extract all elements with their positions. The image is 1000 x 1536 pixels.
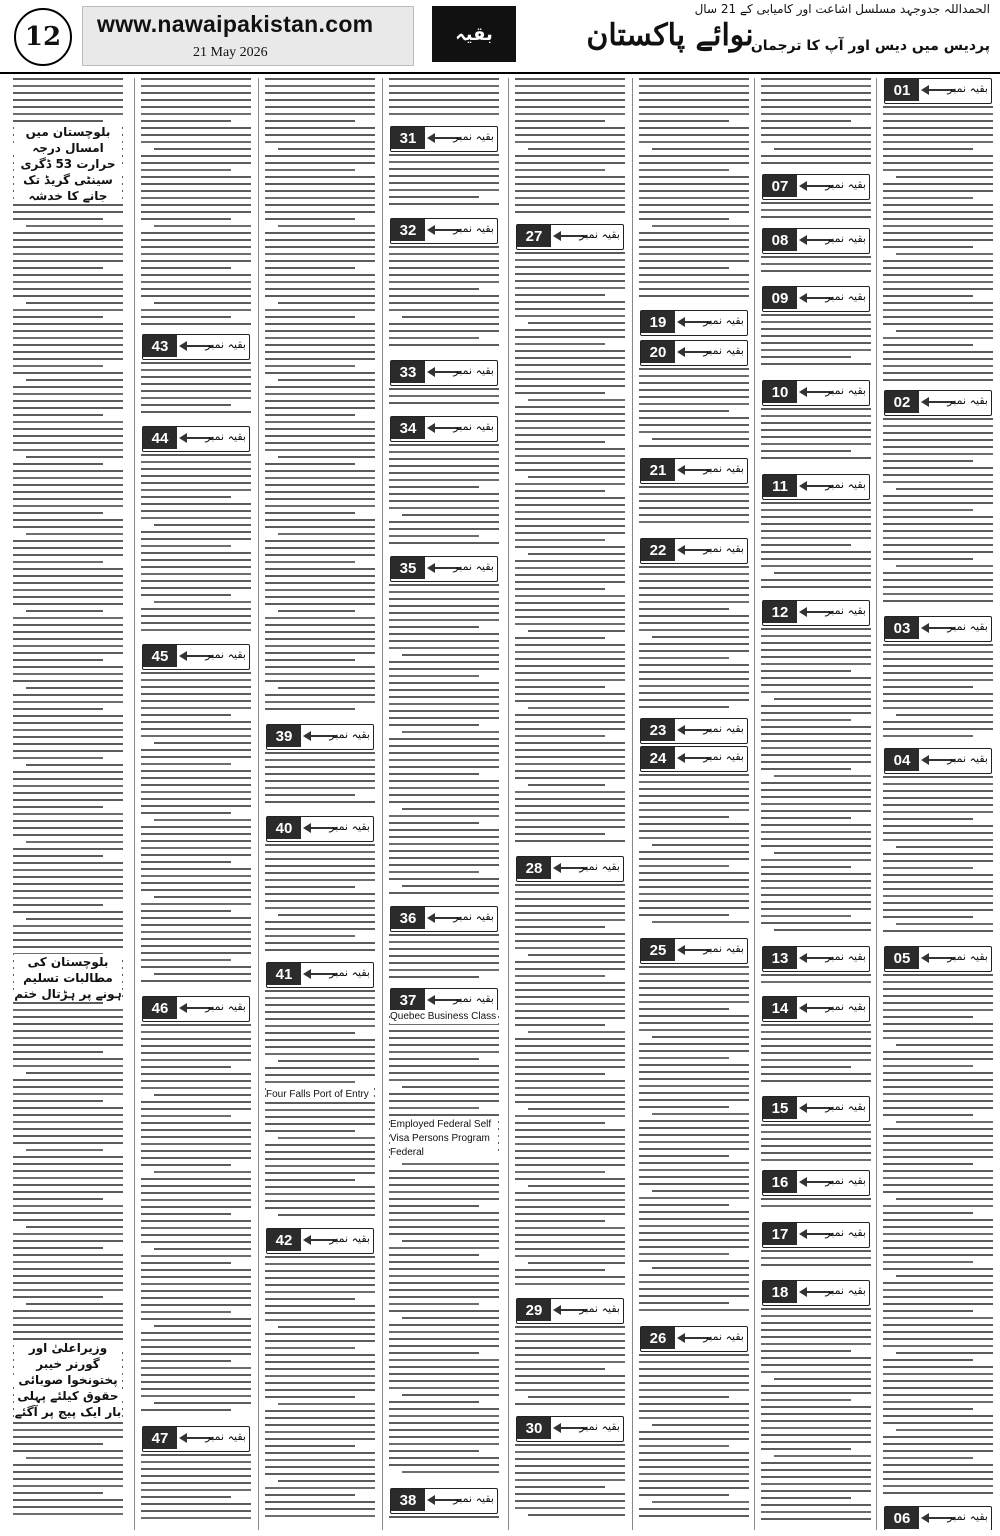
continuation-label: بقیہ نمبر [205, 1000, 246, 1013]
article-text [515, 884, 625, 1294]
continuation-number: 40 [267, 817, 301, 839]
article-text [389, 154, 499, 214]
column-2 [758, 78, 874, 1530]
column-text-lines [389, 444, 499, 544]
column-text-lines [389, 388, 499, 404]
continuation-number: 24 [641, 747, 675, 769]
continuation-marker [142, 996, 250, 1022]
column-divider [508, 78, 509, 1530]
continuation-marker [884, 616, 992, 642]
column-text-lines [141, 1454, 251, 1519]
column-text-lines [761, 1198, 871, 1207]
article-text [265, 752, 375, 812]
continuation-marker [762, 474, 870, 500]
continuation-label: بقیہ نمبر [329, 728, 370, 741]
continuation-marker [640, 938, 748, 964]
continuation-label: بقیہ نمبر [825, 604, 866, 617]
continuation-number: 37 [391, 989, 425, 1011]
continuation-number: 06 [885, 1507, 919, 1529]
continuation-label: بقیہ نمبر [825, 1284, 866, 1297]
continuation-label: بقیہ نمبر [825, 950, 866, 963]
motto: پردیس میں دیس اور آپ کا ترجمان [750, 38, 990, 54]
continuation-number: 46 [143, 997, 177, 1019]
article-text [761, 628, 871, 942]
article-text [265, 990, 375, 1224]
continuation-marker [640, 340, 748, 366]
article-text [265, 1256, 375, 1526]
article-text [761, 408, 871, 470]
column-text-lines [639, 78, 749, 297]
continuation-label: بقیہ نمبر [703, 462, 744, 475]
article-text [883, 644, 993, 744]
continuation-number: 14 [763, 997, 797, 1019]
article-text [761, 1198, 871, 1218]
continuation-label: بقیہ نمبر [205, 1430, 246, 1443]
masthead [0, 0, 1000, 74]
continuation-label: بقیہ نمبر [579, 1420, 620, 1433]
continuation-marker [640, 718, 748, 744]
column-text-lines [141, 362, 251, 413]
column-text-lines [515, 884, 625, 1285]
tagline: الحمداللہ جدوجہد مسلسل اشاعت اور کامیابی کے 21 سال [694, 2, 990, 16]
continuation-number: 17 [763, 1223, 797, 1245]
continuation-number: 07 [763, 175, 797, 197]
continuation-marker [640, 538, 748, 564]
article-text [639, 774, 749, 934]
continuation-label: بقیہ نمبر [453, 222, 494, 235]
article-text [639, 78, 749, 306]
continuation-label: بقیہ نمبر [825, 290, 866, 303]
continuation-label: بقیہ نمبر [703, 750, 744, 763]
continuation-marker [884, 1506, 992, 1530]
continuation-marker [640, 310, 748, 336]
column-text-lines [13, 78, 123, 1515]
continuation-marker [762, 174, 870, 200]
continuation-number: 29 [517, 1299, 551, 1321]
column-text-lines [265, 752, 375, 803]
column-text-lines [761, 628, 871, 931]
continuation-number: 20 [641, 341, 675, 363]
article-text [883, 974, 993, 1502]
continuation-label: بقیہ نمبر [825, 178, 866, 191]
continuation-marker [266, 962, 374, 988]
continuation-marker [516, 856, 624, 882]
article-text [515, 252, 625, 852]
continuation-number: 47 [143, 1427, 177, 1449]
continuation-label: بقیہ نمبر [703, 344, 744, 357]
continuation-marker [762, 1170, 870, 1196]
article-text [141, 454, 251, 640]
continuation-marker [884, 78, 992, 104]
continuation-label: بقیہ نمبر [825, 1226, 866, 1239]
continuation-number: 03 [885, 617, 919, 639]
continuation-label: بقیہ نمبر [579, 1302, 620, 1315]
column-4 [512, 78, 628, 1530]
column-6 [262, 78, 378, 1530]
column-7 [138, 78, 254, 1530]
continuation-number: 39 [267, 725, 301, 747]
column-text-lines [639, 1354, 749, 1517]
continuation-number: 02 [885, 391, 919, 413]
column-text-lines [761, 202, 871, 218]
column-text-lines [389, 934, 499, 978]
continuation-number: 12 [763, 601, 797, 623]
continuation-marker [390, 218, 498, 244]
continuation-marker [390, 360, 498, 386]
english-text: Four Falls Port of Entry [266, 1088, 374, 1102]
continuation-label: بقیہ نمبر [947, 1510, 988, 1523]
article-text [761, 1124, 871, 1166]
article-text [389, 388, 499, 412]
continuation-label: بقیہ نمبر [947, 620, 988, 633]
continuation-marker [640, 458, 748, 484]
column-text-lines [761, 1124, 871, 1161]
continuation-label: بقیہ نمبر [453, 364, 494, 377]
article-text [761, 974, 871, 992]
continuation-marker [142, 644, 250, 670]
column-5 [386, 78, 502, 1530]
continuation-marker [266, 724, 374, 750]
column-text-lines [265, 990, 375, 1216]
continuation-label: بقیہ نمبر [453, 560, 494, 573]
continuation-marker [762, 286, 870, 312]
continuation-number: 27 [517, 225, 551, 247]
article-text [883, 418, 993, 612]
column-text-lines [761, 1250, 871, 1266]
column-3 [636, 78, 752, 1530]
column-text-lines [761, 1024, 871, 1082]
column-divider [382, 78, 383, 1530]
article-text [515, 78, 625, 220]
article-text [761, 314, 871, 376]
column-text-lines [389, 78, 499, 115]
column-text-lines [515, 78, 625, 213]
continuation-label: بقیہ نمبر [703, 1330, 744, 1343]
article-text [389, 444, 499, 552]
headline: بلوچستان کی مطالبات تسلیم ہونے پر ہڑتال ختم [14, 955, 122, 1001]
column-text-lines [515, 1326, 625, 1405]
article-text [639, 566, 749, 714]
continuation-marker [762, 1280, 870, 1306]
english-text: Quebec Business Class [390, 1011, 497, 1022]
continuation-number: 21 [641, 459, 675, 481]
continuation-marker [884, 946, 992, 972]
article-text [883, 776, 993, 942]
column-text-lines [141, 672, 251, 982]
continuation-number: 16 [763, 1171, 797, 1193]
continuation-number: 04 [885, 749, 919, 771]
column-text-lines [389, 1516, 499, 1518]
article-text [389, 78, 499, 122]
continuation-number: 19 [641, 311, 675, 333]
continuation-label: بقیہ نمبر [703, 314, 744, 327]
column-text-lines [265, 844, 375, 951]
continuation-marker [266, 1228, 374, 1254]
continuation-label: بقیہ نمبر [947, 82, 988, 95]
continuation-number: 13 [763, 947, 797, 969]
site-banner [82, 6, 414, 66]
continuation-label: بقیہ نمبر [947, 950, 988, 963]
continuation-marker [142, 426, 250, 452]
column-text-lines [515, 1444, 625, 1516]
article-text [141, 78, 251, 330]
column-text-lines [761, 78, 871, 164]
article-text [761, 1024, 871, 1092]
continuation-number: 25 [641, 939, 675, 961]
column-text-lines [883, 644, 993, 737]
column-text-lines [639, 368, 749, 447]
article-text [761, 78, 871, 170]
continuation-number: 34 [391, 417, 425, 439]
continuation-label: بقیہ نمبر [825, 232, 866, 245]
continuation-number: 08 [763, 229, 797, 251]
continuation-label: بقیہ نمبر [703, 942, 744, 955]
continuation-number: 09 [763, 287, 797, 309]
article-text [639, 966, 749, 1322]
continuation-label: بقیہ نمبر [205, 648, 246, 661]
article-text [639, 368, 749, 454]
article-text [141, 672, 251, 992]
article-text [639, 1354, 749, 1526]
column-divider [876, 78, 877, 1530]
article-text [13, 78, 123, 1526]
continuation-number: 42 [267, 1229, 301, 1251]
page-number: 12 [14, 8, 72, 66]
continuation-number: 01 [885, 79, 919, 101]
column-divider [258, 78, 259, 1530]
column-text-lines [883, 418, 993, 602]
continuation-label: بقیہ نمبر [453, 992, 494, 1005]
column-text-lines [639, 774, 749, 923]
continuation-label: بقیہ نمبر [329, 1232, 370, 1245]
continuation-number: 45 [143, 645, 177, 667]
continuation-marker [390, 1488, 498, 1514]
article-text [141, 1024, 251, 1422]
continuation-marker [640, 1326, 748, 1352]
article-text [761, 202, 871, 224]
continuation-marker [516, 224, 624, 250]
continuation-label: بقیہ نمبر [453, 420, 494, 433]
column-text-lines [389, 1016, 499, 1473]
continuation-marker [762, 1222, 870, 1248]
continuation-marker [390, 556, 498, 582]
article-text [515, 1326, 625, 1412]
column-text-lines [761, 502, 871, 588]
column-text-lines [389, 154, 499, 205]
article-text [141, 1454, 251, 1526]
article-text [761, 502, 871, 596]
column-text-lines [141, 78, 251, 325]
continuation-label: بقیہ نمبر [947, 394, 988, 407]
continuation-marker [516, 1416, 624, 1442]
continuation-label: بقیہ نمبر [205, 338, 246, 351]
continuation-label: بقیہ نمبر [825, 384, 866, 397]
continuation-marker [762, 996, 870, 1022]
continuation-marker [390, 906, 498, 932]
column-text-lines [761, 408, 871, 459]
continuation-number: 22 [641, 539, 675, 561]
issue-date: 21 May 2026 [193, 45, 268, 60]
continuation-label: بقیہ نمبر [453, 1492, 494, 1505]
column-text-lines [761, 314, 871, 365]
column-text-lines [515, 252, 625, 842]
continuation-label: بقیہ نمبر [329, 966, 370, 979]
continuation-label: بقیہ نمبر [825, 478, 866, 491]
column-text-lines [883, 974, 993, 1494]
continuation-marker [762, 600, 870, 626]
continuation-marker [884, 748, 992, 774]
article-text [265, 78, 375, 720]
site-url[interactable]: www.nawaipakistan.com [97, 11, 374, 37]
column-text-lines [141, 1024, 251, 1411]
continuation-number: 28 [517, 857, 551, 879]
article-text [265, 844, 375, 958]
column-text-lines [265, 78, 375, 710]
continuation-marker [142, 1426, 250, 1452]
english-text: Employed Federal Self Visa Persons Program Federal [390, 1118, 498, 1160]
continuation-marker [640, 746, 748, 772]
continuation-number: 26 [641, 1327, 675, 1349]
article-text [761, 1250, 871, 1276]
continuation-number: 35 [391, 557, 425, 579]
section-label: بقیہ [432, 6, 516, 62]
continuation-label: بقیہ نمبر [453, 910, 494, 923]
continuation-marker [142, 334, 250, 360]
continuation-label: بقیہ نمبر [579, 228, 620, 241]
article-text [883, 106, 993, 386]
continuation-number: 05 [885, 947, 919, 969]
article-text [389, 584, 499, 902]
column-8 [10, 78, 126, 1530]
continuation-number: 43 [143, 335, 177, 357]
column-divider [754, 78, 755, 1530]
continuation-number: 11 [763, 475, 797, 497]
continuation-marker [884, 390, 992, 416]
continuation-label: بقیہ نمبر [453, 130, 494, 143]
continuation-marker [762, 946, 870, 972]
continuation-number: 33 [391, 361, 425, 383]
column-text-lines [639, 566, 749, 708]
continuation-number: 30 [517, 1417, 551, 1439]
column-1 [880, 78, 996, 1530]
continuation-number: 15 [763, 1097, 797, 1119]
continuation-number: 36 [391, 907, 425, 929]
column-divider [134, 78, 135, 1530]
column-divider [632, 78, 633, 1530]
paper-name: نوائے پاکستان [586, 18, 754, 53]
column-text-lines [761, 256, 871, 272]
headline: بلوچستان میں امسال درجہ حرارت 53 ڈگری سینٹی گریڈ تک جانے کا خدشہ [14, 124, 122, 204]
column-text-lines [761, 974, 871, 983]
column-text-lines [639, 966, 749, 1311]
column-text-lines [883, 106, 993, 381]
continuation-marker [390, 126, 498, 152]
article-text [389, 934, 499, 984]
continuation-label: بقیہ نمبر [825, 1000, 866, 1013]
continuation-marker [266, 816, 374, 842]
continuation-label: بقیہ نمبر [825, 1174, 866, 1187]
column-text-lines [141, 454, 251, 631]
continuation-number: 38 [391, 1489, 425, 1511]
article-text [389, 1016, 499, 1484]
article-text [141, 362, 251, 422]
article-text [389, 1516, 499, 1526]
continuation-marker [762, 380, 870, 406]
headline: وزیراعلیٰ اور گورنر خیبر پختونخوا صوبائی حقوق کیلئے پہلی بار ایک پیج پر آگئے [14, 1341, 122, 1419]
continuation-label: بقیہ نمبر [329, 820, 370, 833]
column-text-lines [883, 776, 993, 932]
continuation-label: بقیہ نمبر [703, 542, 744, 555]
continuation-number: 10 [763, 381, 797, 403]
continuation-marker [390, 416, 498, 442]
continuation-number: 44 [143, 427, 177, 449]
column-text-lines [389, 584, 499, 894]
continuation-number: 23 [641, 719, 675, 741]
continuation-marker [516, 1298, 624, 1324]
continuation-marker [762, 1096, 870, 1122]
continuation-number: 31 [391, 127, 425, 149]
column-text-lines [389, 246, 499, 346]
continuation-number: 18 [763, 1281, 797, 1303]
continuation-number: 32 [391, 219, 425, 241]
continuation-label: بقیہ نمبر [579, 860, 620, 873]
column-text-lines [265, 1256, 375, 1517]
column-text-lines [639, 486, 749, 523]
continuation-label: بقیہ نمبر [947, 752, 988, 765]
article-text [515, 1444, 625, 1526]
article-text [389, 246, 499, 356]
continuation-number: 41 [267, 963, 301, 985]
column-text-lines [761, 1308, 871, 1520]
continuation-marker [762, 228, 870, 254]
continuation-label: بقیہ نمبر [703, 722, 744, 735]
continuation-label: بقیہ نمبر [825, 1100, 866, 1113]
continuation-label: بقیہ نمبر [205, 430, 246, 443]
article-text [639, 486, 749, 534]
article-text [761, 256, 871, 282]
article-text [761, 1308, 871, 1526]
